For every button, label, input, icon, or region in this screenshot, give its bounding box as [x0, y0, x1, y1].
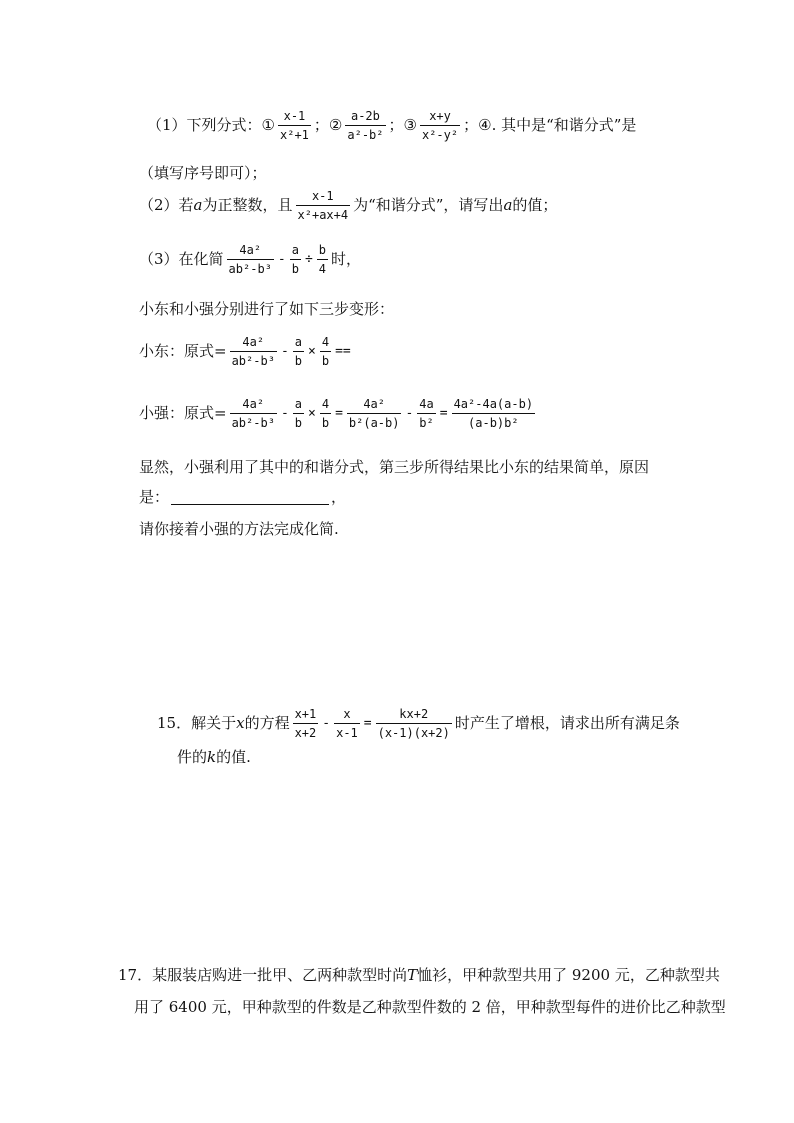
- fraction-p3-3: [317, 244, 328, 275]
- q15-line2-tail: 的值.: [216, 748, 251, 766]
- part2-mid: 为正整数，且: [202, 196, 293, 214]
- q17-line1-prefix: 17．某服装店购进一批甲、乙两种款型时尚: [118, 966, 408, 984]
- fraction-1-denominator: x²+1: [280, 128, 309, 142]
- fraction-qiang-3: [320, 398, 331, 429]
- q15-line2-prefix: 件的: [177, 748, 208, 766]
- equals-sign: =: [363, 716, 372, 731]
- part1-tail2: （填写序号即可）；: [139, 164, 267, 182]
- fraction-part2: [296, 190, 351, 221]
- variable-k: k: [207, 748, 217, 766]
- fraction-denominator: ab²-b³: [231, 416, 275, 430]
- observation-text: 显然，小强利用了其中的和谐分式，第三步所得结果比小东的结果简单，原因: [139, 458, 650, 476]
- choice-4-marker: ④: [478, 116, 492, 134]
- q15-line-2: [177, 750, 251, 765]
- choice-2-marker: ②: [328, 116, 343, 134]
- fraction-denominator: b: [321, 354, 330, 368]
- minus-sign: -: [322, 716, 331, 731]
- q14-part1-tail-line: [139, 166, 267, 181]
- fraction-numerator: 4a²-4a(a-b): [452, 398, 535, 414]
- choice-3-marker: ③: [403, 116, 417, 134]
- task-text: 请你接着小强的方法完成化简.: [139, 520, 339, 538]
- fraction-p3-1: [227, 244, 274, 275]
- fraction-numerator: 4a²: [227, 244, 274, 260]
- q15-line-1: [157, 708, 680, 739]
- fraction-numerator: 4a: [417, 398, 435, 414]
- fraction-dong-1: [230, 336, 277, 367]
- fraction-2-numerator: a-2b: [345, 110, 385, 126]
- observation-suffix: ，: [331, 488, 347, 506]
- fraction-3-numerator: x+y: [420, 110, 460, 126]
- separator: ；: [388, 116, 404, 134]
- q15-mid: 的方程: [244, 714, 290, 732]
- fraction-denominator: x-1: [336, 726, 358, 740]
- fraction-denominator: (x-1)(x+2): [377, 726, 450, 740]
- q14-part3-line: [139, 244, 361, 275]
- answer-blank[interactable]: [171, 490, 329, 505]
- observation-prefix: 是：: [139, 488, 170, 506]
- fraction-numerator: kx+2: [376, 708, 452, 724]
- equals-sign: =: [439, 406, 448, 421]
- intro-text: 小东和小强分别进行了如下三步变形：: [139, 300, 395, 318]
- fraction-denominator: b: [294, 416, 302, 430]
- fraction-denominator: x+2: [294, 726, 317, 740]
- variable-a: a: [193, 196, 203, 214]
- fraction-numerator: 4: [320, 336, 331, 352]
- fraction-qiang-6: [452, 398, 535, 429]
- q17-line2: 用了 6400 元，甲种款型的件数是乙种款型件数的 2 倍，甲种款型每件的进价比乙种款型: [134, 998, 726, 1016]
- fraction-denominator: b: [294, 354, 302, 368]
- fraction-q15-1: [293, 708, 319, 739]
- fraction-denominator: ab²-b³: [228, 262, 272, 276]
- fraction-numerator: x+1: [293, 708, 319, 724]
- q17-line1-tail: 恤衫，甲种款型共用了 9200 元，乙种款型共: [417, 966, 720, 984]
- fraction-2: [345, 110, 385, 141]
- q17-line-1: [118, 968, 720, 983]
- fraction-numerator: 4a²: [347, 398, 402, 414]
- divide-sign: ÷: [304, 252, 313, 267]
- minus-sign: -: [277, 252, 286, 267]
- variable-a: a: [503, 196, 513, 214]
- part3-prefix: （3）在化简: [139, 250, 224, 268]
- equals-sign: =: [335, 406, 343, 421]
- fraction-denominator: b: [291, 262, 299, 276]
- observation-line-2: [139, 490, 346, 505]
- qiang-line: [139, 398, 538, 429]
- fraction-q15-3: [376, 708, 452, 739]
- q14-intro-line: [139, 302, 394, 317]
- fraction-denominator: ab²-b³: [231, 354, 275, 368]
- q14-part2-line: [139, 190, 557, 221]
- fraction-dong-2: [293, 336, 304, 367]
- fraction-p3-2: [290, 244, 301, 275]
- fraction-numerator: a: [293, 398, 304, 414]
- fraction-numerator: a: [290, 244, 301, 260]
- part2-mid2: 为“和谐分式”，请写出: [353, 196, 504, 214]
- fraction-denominator: b²(a-b): [348, 416, 400, 430]
- q17-line-2: [134, 1000, 726, 1015]
- times-sign: ×: [308, 344, 316, 359]
- fraction-numerator: 4a²: [230, 336, 277, 352]
- fraction-qiang-4: [347, 398, 402, 429]
- fraction-denominator: 4: [318, 262, 327, 276]
- times-sign: ×: [308, 406, 316, 421]
- q15-tail: 时产生了增根，请求出所有满足条: [454, 714, 680, 732]
- qiang-label: 小强：原式=: [139, 404, 227, 422]
- variable-x: x: [236, 714, 245, 732]
- fraction-numerator: a: [293, 336, 304, 352]
- fraction-numerator: 4a²: [230, 398, 277, 414]
- part1-tail: . 其中是“和谐分式”是: [491, 116, 637, 134]
- task-line: [139, 522, 339, 537]
- equals-signs: ==: [335, 344, 351, 359]
- fraction-numerator: x: [334, 708, 360, 724]
- part2-prefix: （2）若: [139, 196, 194, 214]
- fraction-dong-3: [320, 336, 331, 367]
- fraction-qiang-1: [230, 398, 277, 429]
- fraction-denominator: (a-b)b²: [468, 416, 519, 430]
- fraction-denominator: b: [321, 416, 330, 430]
- separator: ；: [463, 116, 479, 134]
- part2-tail: 的值；: [512, 196, 558, 214]
- observation-line-1: [139, 460, 649, 475]
- fraction-denominator: b²: [419, 416, 434, 430]
- fraction-3: [420, 110, 460, 141]
- part3-tail: 时，: [331, 250, 362, 268]
- fraction-qiang-2: [293, 398, 304, 429]
- dong-label: 小东：原式=: [139, 342, 227, 360]
- part1-prefix: （1）下列分式：: [147, 116, 262, 134]
- dong-line: [139, 336, 352, 367]
- fraction-numerator: 4: [320, 398, 331, 414]
- choice-1-marker: ①: [261, 116, 275, 134]
- q15-prefix: 15．解关于: [157, 714, 237, 732]
- fraction-3-denominator: x²-y²: [421, 128, 459, 142]
- fraction-1: [278, 110, 311, 141]
- separator: ；: [313, 116, 329, 134]
- fraction-numerator: b: [317, 244, 328, 260]
- minus-sign: -: [280, 406, 289, 421]
- fraction-part2-numerator: x-1: [296, 190, 351, 206]
- q14-part1-line: [147, 110, 636, 141]
- minus-sign: -: [405, 406, 414, 421]
- fraction-qiang-5: [417, 398, 435, 429]
- fraction-2-denominator: a²-b²: [347, 128, 384, 142]
- minus-sign: -: [280, 344, 289, 359]
- fraction-q15-2: [334, 708, 360, 739]
- variable-t: T: [407, 966, 418, 984]
- fraction-part2-denominator: x²+ax+4: [297, 208, 349, 222]
- fraction-1-numerator: x-1: [278, 110, 311, 126]
